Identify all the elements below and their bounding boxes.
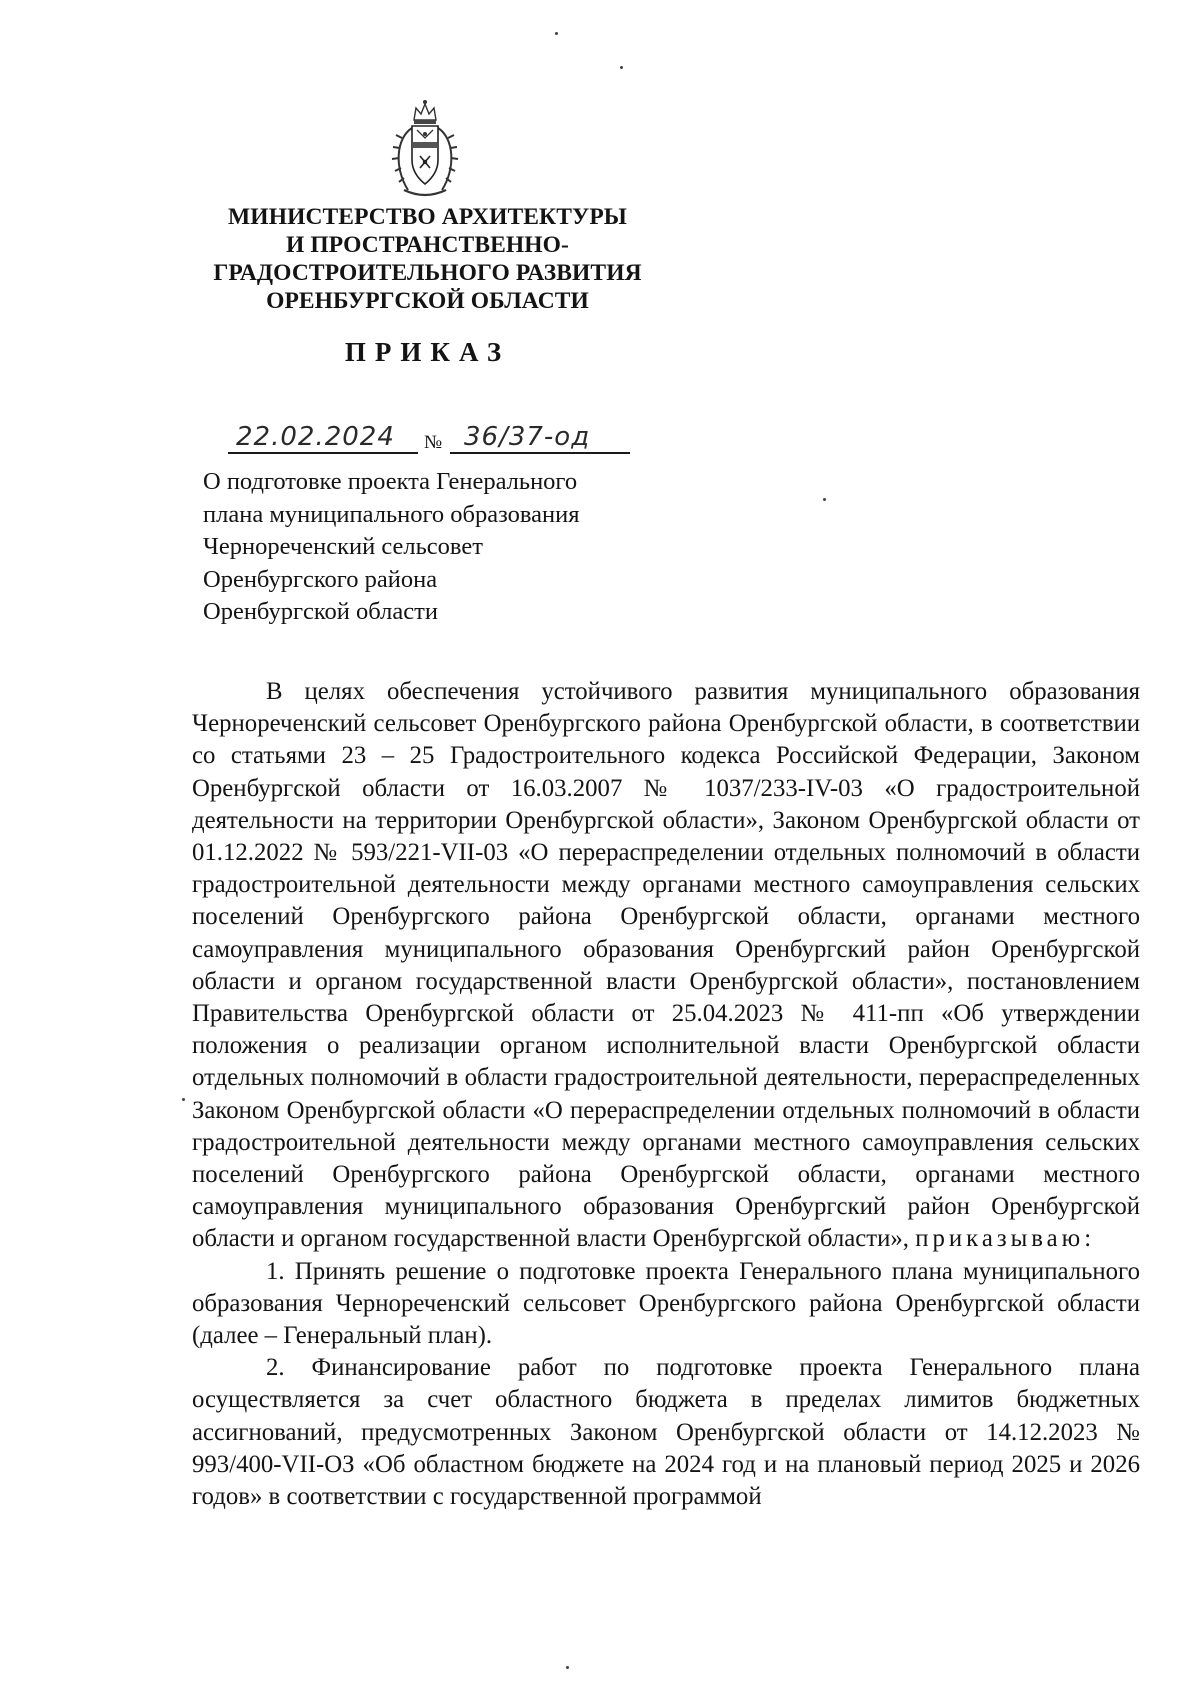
subject-line: Оренбургского района xyxy=(203,565,438,593)
scan-speck xyxy=(823,498,826,501)
number-sign: № xyxy=(424,432,443,453)
ministry-name-line: МИНИСТЕРСТВО АРХИТЕКТУРЫ xyxy=(228,204,627,230)
date-underline xyxy=(228,452,418,454)
subject-line: О подготовке проекта Генерального xyxy=(203,468,578,495)
ministry-name-line: ОРЕНБУРГСКОЙ ОБЛАСТИ xyxy=(266,288,589,314)
ministry-name-line: И ПРОСТРАНСТВЕННО- xyxy=(286,232,569,258)
document-date: 22.02.2024 xyxy=(236,422,395,452)
scan-speck xyxy=(566,1666,569,1669)
document-type-title: ПРИКАЗ xyxy=(344,337,511,367)
scan-speck xyxy=(620,66,623,69)
document-subject xyxy=(203,466,683,629)
document-body xyxy=(192,676,1140,1513)
registration-line xyxy=(228,418,648,462)
coat-of-arms-emblem xyxy=(390,98,460,202)
subject-line: плана муниципального образования xyxy=(203,500,580,528)
order-item-1: 1. Принять решение о подготовке проекта Генерального плана муниципального образования Чернореченский сельсовет Оренбургского района Оренбургской области (далее – Генеральный план). xyxy=(192,1257,1140,1350)
subject-line: Чернореченский сельсовет xyxy=(203,533,483,560)
subject-line: Оренбургской области xyxy=(203,598,438,625)
preamble-paragraph xyxy=(192,676,1140,1256)
order-item-2: 2. Финансирование работ по подготовке проекта Генерального плана осуществляется за счет областного бюджета в пределах лимитов бюджетных ассигнований, предусмотренных Законом Оренбургской области от 14.12.2023 № 993/400-VII-ОЗ «Об областном бюджете на 2024 год и на плановый период 2025 и 2026 годов» в соответствии с государственной программой xyxy=(192,1354,1140,1511)
ministry-name-line: ГРАДОСТРОИТЕЛЬНОГО РАЗВИТИЯ xyxy=(213,260,642,286)
document-number: 36/37-од xyxy=(464,422,591,452)
preamble-text: В целях обеспечения устойчивого развития муниципального образования Чернореченский сельсовет Оренбургского района Оренбургской области, в соответствии со статьями 23 – 25 Градостроительного кодекса Российской Федерации, Законом Оренбургской области от 16.03.2007 № 1037/233-IV-03 «О градостроительной деятельности на территории Оренбургской области», Законом Оренбургской области от 01.12.2022 № 593/221-VII-03 «О перераспределении отдельных полномочий в области градостроительной деятельности между органами местного самоуправления сельских поселений Оренбургского района Оренбургской области, органами местного самоуправления муниципального образования Оренбургский район Оренбургской области и органом государственной власти Оренбургской области», постановлением Правительства Оренбургской области от 25.04.2023 № 411-пп «Об утверждении положения о реализации органом исполнительной власти Оренбургской области отдельных полномочий в области градостроительной деятельности, перераспределенных Законом Оренбургской области «О перераспределении отдельных полномочий в области градостроительной деятельности между органами местного самоуправления сельских поселений Оренбургского района Оренбургской области, органами местного самоуправления муниципального образования Оренбургский район Оренбургской области и органом государственной власти Оренбургской области», xyxy=(192,678,1140,1253)
number-underline xyxy=(450,452,630,454)
scan-speck xyxy=(182,1098,185,1101)
order-word: приказываю: xyxy=(915,1225,1096,1253)
scan-speck xyxy=(555,32,558,35)
ministry-header xyxy=(195,203,660,315)
